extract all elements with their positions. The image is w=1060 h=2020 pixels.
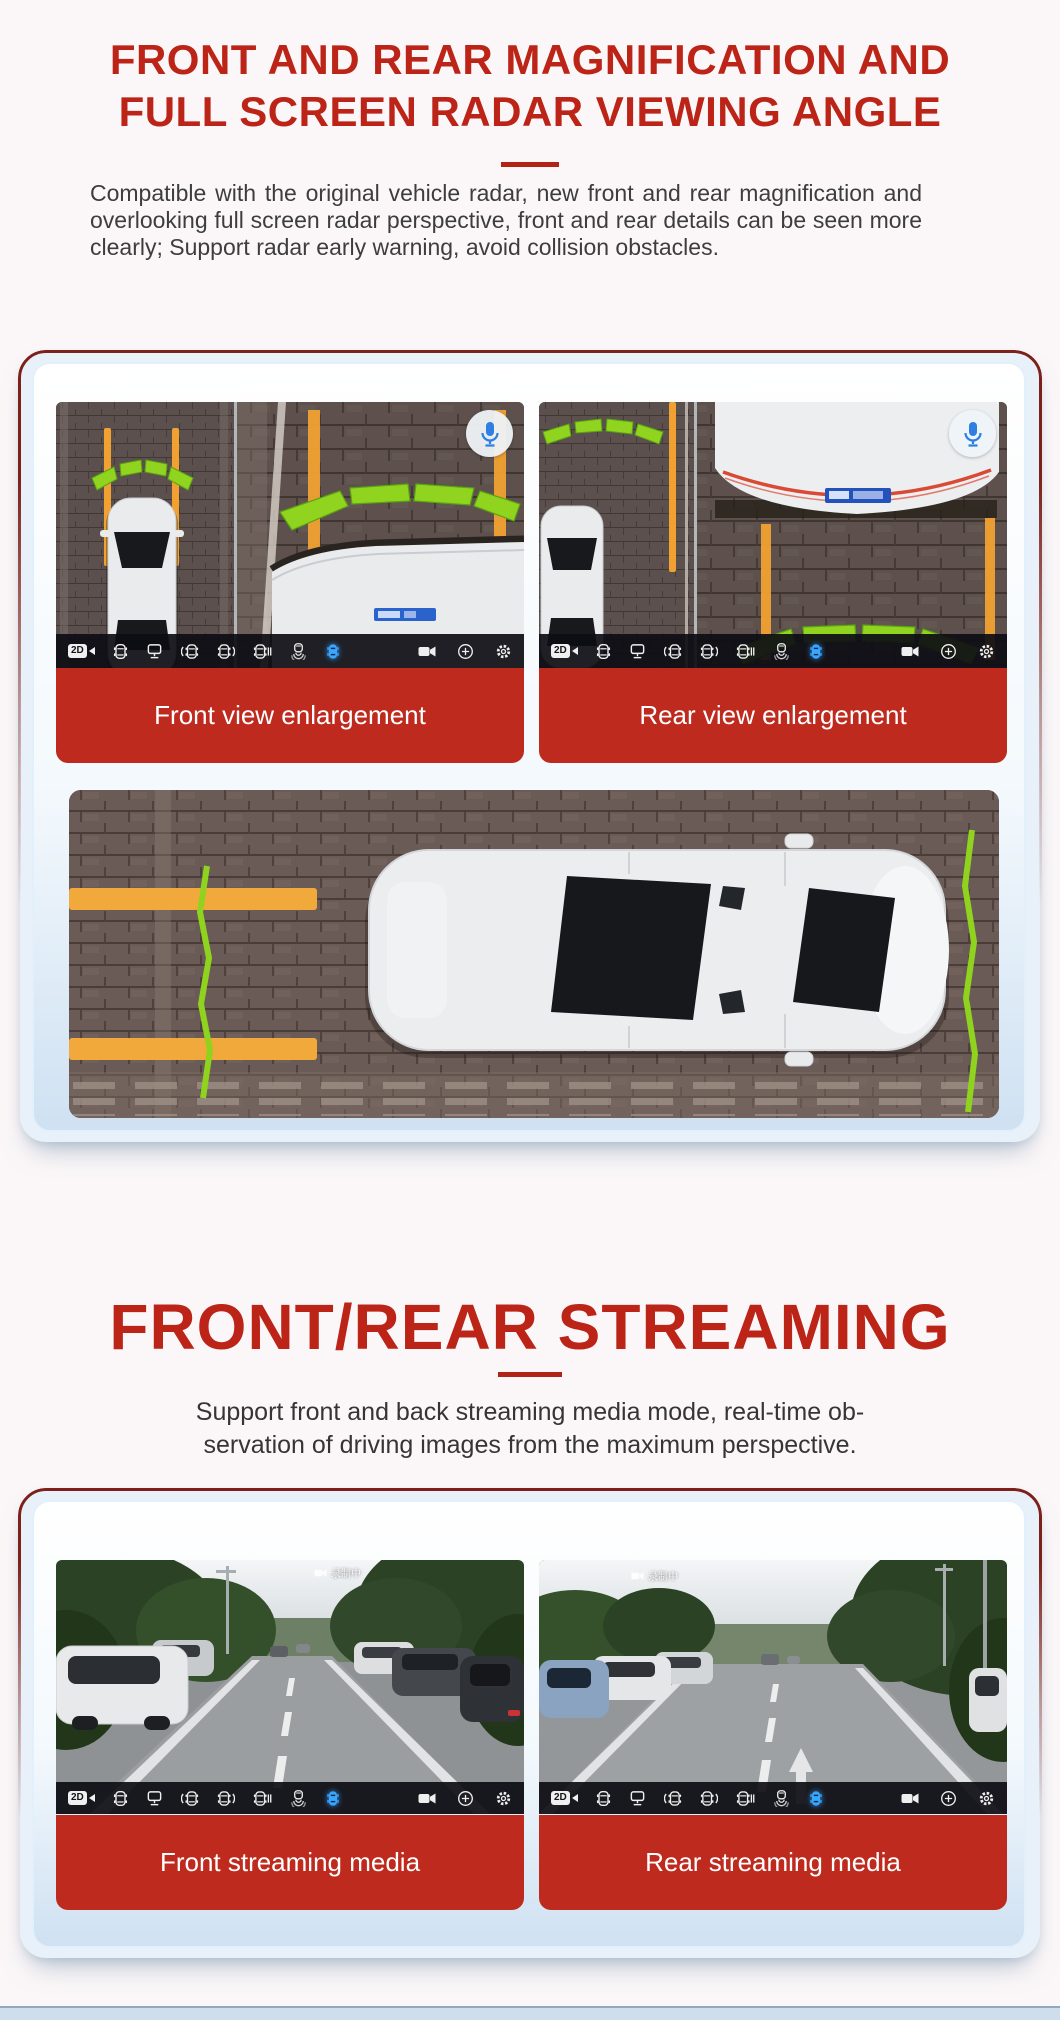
- microphone-icon: [479, 420, 501, 448]
- front-view-caption: [56, 668, 524, 763]
- car-front-view-icon[interactable]: [113, 641, 128, 661]
- car-side-view-icon[interactable]: [253, 1788, 272, 1808]
- zoom-in-icon[interactable]: [940, 641, 957, 661]
- car-right-view-icon[interactable]: [700, 641, 718, 661]
- microphone-icon: [962, 420, 984, 448]
- voice-mic-button[interactable]: [466, 410, 513, 457]
- zoom-in-icon[interactable]: [457, 641, 474, 661]
- topdown-car-horizontal: [365, 834, 949, 1066]
- parking-sensor-icon[interactable]: [290, 1788, 307, 1808]
- settings-gear-icon[interactable]: [978, 641, 995, 661]
- section1-title: [0, 34, 1060, 138]
- camcorder-icon: [314, 1568, 327, 1578]
- streaming-card: [20, 1490, 1040, 1958]
- car-right-view-icon[interactable]: [217, 1788, 235, 1808]
- section2-description-line1: Support front and back streaming media mode, real-time ob-: [195, 1398, 865, 1426]
- settings-gear-icon[interactable]: [978, 1788, 995, 1808]
- monitor-view-icon[interactable]: [629, 641, 646, 661]
- camera-toolbar: [56, 634, 524, 668]
- car-right-view-icon[interactable]: [217, 641, 235, 661]
- section2-description: [0, 1396, 1060, 1462]
- recording-indicator: [631, 1568, 678, 1583]
- front-street-scene: [56, 1560, 524, 1814]
- rear-street-scene: [539, 1560, 1007, 1814]
- camera-toolbar: [56, 1782, 524, 1814]
- mode-2d-icon[interactable]: 2D: [551, 641, 578, 661]
- car-3d-view-icon[interactable]: [808, 641, 824, 661]
- recording-label: 录制中: [331, 1569, 361, 1580]
- car-right-view-icon[interactable]: [700, 1788, 718, 1808]
- car-front-view-icon[interactable]: [596, 1788, 611, 1808]
- section2-description-line2: servation of driving images from the maximum perspective.: [203, 1431, 857, 1459]
- monitor-view-icon[interactable]: [629, 1788, 646, 1808]
- car-front-view-icon[interactable]: [596, 641, 611, 661]
- rear-view-caption: [539, 668, 1007, 763]
- car-side-view-icon[interactable]: [736, 641, 755, 661]
- section2-divider: [498, 1372, 562, 1377]
- rear-view-caption-text: Rear view enlargement: [639, 700, 907, 730]
- car-3d-view-icon[interactable]: [325, 1788, 341, 1808]
- rear-streaming-image[interactable]: [539, 1560, 1007, 1814]
- record-video-icon[interactable]: [418, 641, 436, 661]
- next-section-edge: [0, 2006, 1060, 2020]
- voice-mic-button[interactable]: [949, 410, 996, 457]
- front-camera-scene: [56, 402, 524, 668]
- record-video-icon[interactable]: [418, 1788, 436, 1808]
- mode-2d-icon[interactable]: 2D: [551, 1788, 578, 1808]
- front-streaming-caption-text: Front streaming media: [159, 1847, 421, 1877]
- radar-views-panel: [32, 362, 1026, 1132]
- settings-gear-icon[interactable]: [495, 1788, 512, 1808]
- rear-streaming-caption-text: Rear streaming media: [645, 1847, 901, 1877]
- streaming-panel: [32, 1500, 1026, 1948]
- recording-label: 录制中: [648, 1572, 678, 1583]
- monitor-view-icon[interactable]: [146, 641, 163, 661]
- car-front-view-icon[interactable]: [113, 1788, 128, 1808]
- car-left-view-icon[interactable]: [181, 641, 199, 661]
- camera-toolbar: [539, 634, 1007, 668]
- monitor-view-icon[interactable]: [146, 1788, 163, 1808]
- rear-streaming-caption: [539, 1815, 1007, 1910]
- section1-description: Compatible with the original vehicle radar, new front and rear magnification and overlooking full screen radar perspective, front and rear details can be seen more clearly; Support radar early warning, avoid collision obstacles.: [90, 180, 922, 260]
- car-side-view-icon[interactable]: [253, 641, 272, 661]
- car-left-view-icon[interactable]: [664, 641, 682, 661]
- parking-sensor-icon[interactable]: [773, 641, 790, 661]
- rear-camera-scene: [539, 402, 1007, 668]
- car-3d-view-icon[interactable]: [325, 641, 341, 661]
- record-video-icon[interactable]: [901, 641, 919, 661]
- parking-sensor-icon[interactable]: [290, 641, 307, 661]
- recording-indicator: [314, 1565, 361, 1580]
- section1-title-line2: FULL SCREEN RADAR VIEWING ANGLE: [118, 88, 942, 135]
- mode-2d-icon[interactable]: 2D: [68, 1788, 95, 1808]
- radar-views-card: [20, 352, 1040, 1142]
- section1-title-line1: FRONT AND REAR MAGNIFICATION AND: [109, 36, 951, 83]
- front-streaming-caption: [56, 1815, 524, 1910]
- camcorder-icon: [631, 1571, 644, 1581]
- front-streaming-image[interactable]: [56, 1560, 524, 1814]
- section1-divider: [501, 162, 559, 167]
- car-left-view-icon[interactable]: [664, 1788, 682, 1808]
- front-view-caption-text: Front view enlargement: [154, 700, 426, 730]
- rear-view-enlargement-image[interactable]: [539, 402, 1007, 668]
- parking-sensor-icon[interactable]: [773, 1788, 790, 1808]
- settings-gear-icon[interactable]: [495, 641, 512, 661]
- zoom-in-icon[interactable]: [457, 1788, 474, 1808]
- mode-2d-icon[interactable]: 2D: [68, 641, 95, 661]
- front-view-enlargement-image[interactable]: [56, 402, 524, 668]
- record-video-icon[interactable]: [901, 1788, 919, 1808]
- section2-title: FRONT/REAR STREAMING: [109, 1291, 951, 1363]
- camera-toolbar: [539, 1782, 1007, 1814]
- overhead-scene: [69, 790, 999, 1118]
- car-side-view-icon[interactable]: [736, 1788, 755, 1808]
- car-left-view-icon[interactable]: [181, 1788, 199, 1808]
- car-3d-view-icon[interactable]: [808, 1788, 824, 1808]
- overhead-radar-image[interactable]: [69, 790, 999, 1118]
- zoom-in-icon[interactable]: [940, 1788, 957, 1808]
